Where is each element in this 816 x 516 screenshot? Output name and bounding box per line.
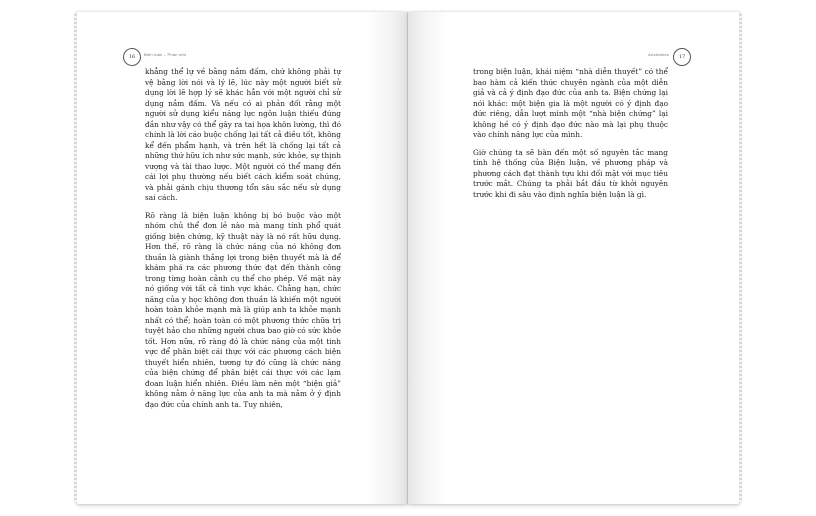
right-page-edge <box>739 14 742 502</box>
right-page-number: 17 <box>673 48 691 66</box>
left-page-number: 16 <box>123 48 141 66</box>
left-paragraph-1: khẳng thể lự về bằng nắm đấm, chứ không phải tự vệ bằng lời nói và lý lẽ, lúc này một người biết sử dụng lời lẽ hợp lý sẽ khác hẳn với một người chỉ sử dụng nắm đấm. Và nếu có ai phản đối rằng một người sử dụng kiểu năng lực ngôn luận thiếu đúng đắn như vậy có thể gây ra tai họa khôn lường, thì đó chính là lời cáo buộc chống lại tất cả điều tốt, không kể đến phẩm hạnh, và trên hết là chống lại tất cả những thứ hữu ích như sức mạnh, sức khỏe, sự thịnh vượng và tài thao lược. Một người có thể mang đến cái lợi phụ thường nếu biết cách kiểm soát chúng, và phải gánh chịu thương tổn sâu sắc nếu sử dụng sai cách. <box>145 67 341 202</box>
left-page <box>77 12 408 504</box>
right-paragraph-1: trong biện luận, khái niệm “nhà diễn thuyết” có thể bao hàm cả kiến thức chuyên ngành của một diễn giả và cả ý định đạo đức của anh ta. Biện chứng lại nói khác: một biện gia là một người có ý định đạo đức riêng, dẫn lượt mình một “nhà biện chứng” lại không hề có ý định đạo đức nào mà lại phụ thuộc vào chính năng lực của mình. <box>473 67 668 139</box>
right-paragraph-2: Giờ chúng ta sẽ bàn đến một số nguyên tắc mang tính hệ thống của Biện luận, về phương pháp và phương cách đạt thành tựu khi đối mặt với mục tiêu trước mắt. Chúng ta phải bắt đầu từ khởi nguyên trước khi đi sâu vào định nghĩa biện luận là gì. <box>473 147 668 199</box>
left-page-edge <box>74 14 77 502</box>
left-page-text <box>145 67 341 417</box>
right-page <box>408 12 739 504</box>
left-running-head: Biện luận – Phần một <box>144 52 187 57</box>
right-running-head: Aristoteles <box>648 52 669 57</box>
right-page-text <box>473 67 668 207</box>
left-paragraph-2: Rõ ràng là biện luận không bị bó buộc vào một nhóm chủ thể đơn lẻ nào mà mang tính phổ quát giống biện chứng, kỹ thuật này là nó rất hữu dụng. Hơn thế, rõ ràng là chức năng của nó không đơn thuần là giành thắng lợi trong biện thuyết mà là để khám phá ra các phương thức đạt đến thành công trong từng hoàn cảnh cụ thể cho phép. Về mặt này nó giống với tất cả tinh vực khác. Chẳng hạn, chức năng của y học không đơn thuần là khiến một người hoàn toàn khỏe mạnh mà là giúp anh ta khỏe mạnh nhất có thể; hoàn toàn có một phương thức chữa trị tuyệt hảo cho những người chưa bao giờ có sức khỏe tốt. Hơn nữa, rõ ràng đó là chức năng của một tinh vực để phân biệt cái thực với các phương cách biện thuyết hiển nhiên, tương tự đó cũng là chức năng của biện chứng để phân biệt cái thực với các lạm đoan luận hiển nhiên. Điều làm nên một “biện giả” không nằm ở năng lực của anh ta mà nằm ở ý định đạo đức của chính anh ta. Tuy nhiên, <box>145 210 341 409</box>
book-spread <box>77 12 739 504</box>
